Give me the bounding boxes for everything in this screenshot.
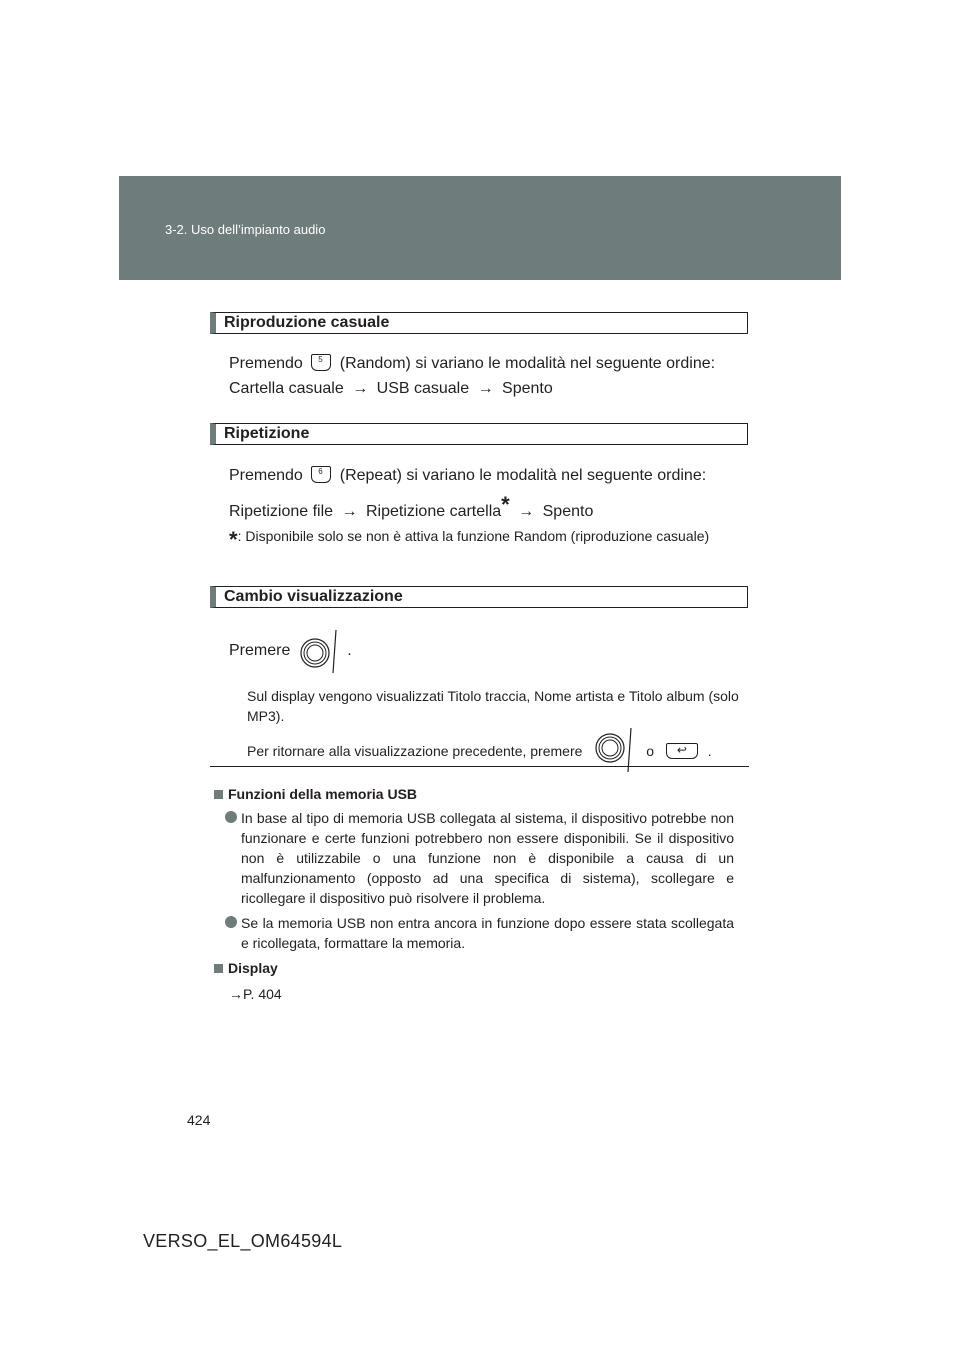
arrow-icon: → [341,503,358,520]
display-change-section-title: Cambio visualizzazione [210,586,748,608]
random-mode-text: (Random) si variano le modalità nel seguente ordine: [339,355,716,372]
return-instruction: Per ritornare alla visualizzazione precedente, premere [247,743,583,759]
square-bullet-icon [214,964,223,973]
footnote-marker: * [229,527,238,552]
arrow-icon: → [229,986,243,1002]
return-icon: ↩ [666,743,698,759]
page-reference-link[interactable]: P. 404 [243,986,282,1002]
bullet-icon [225,916,237,928]
repeat-section-title: Ripetizione [210,423,748,445]
display-reference [229,986,282,1002]
display-title: Display [228,960,278,976]
random-button-icon: 5 [311,354,331,371]
random-press-label: Premendo [229,355,303,372]
square-bullet-icon [214,790,223,799]
usb-title: Funzioni della memoria USB [228,786,418,802]
repeat-seq-2: Ripetizione cartella [365,503,502,520]
document-code: VERSO_EL_OM64594L [143,1231,343,1251]
random-seq-1: Cartella casuale [229,380,344,397]
press-period: . [347,642,352,659]
random-section-title: Riproduzione casuale [210,312,748,334]
repeat-press-label: Premendo [229,467,303,484]
return-period: . [707,743,712,759]
random-sequence [229,380,553,398]
tune-knob-icon [295,628,343,674]
repeat-instruction [229,466,706,485]
tune-knob-icon [590,728,638,774]
usb-heading [214,786,417,802]
or-label: o [646,743,654,759]
arrow-icon: → [518,503,535,520]
display-change-note-1: Sul display vengono visualizzati Titolo traccia, Nome artista e Titolo album (solo MP3). [247,688,739,724]
random-seq-2: USB casuale [376,380,470,397]
usb-bullet-1: In base al tipo di memoria USB collegata al sistema, il dispositivo potrebbe non funzionare e certe funzioni potrebbero non essere disponibili. Se il dispositivo non è utilizzabile o una funzione non è disponibile a causa di un malfunzionamento (opposto ad una specifica di sistema), scollegare e ricollegare il dispositivo può risolvere il problema. [241,810,734,906]
page-number: 424 [187,1112,211,1128]
usb-bullet-2: Se la memoria USB non entra ancora in funzione dopo essere stata scollegata e ricollegata, formattare la memoria. [241,915,734,951]
press-label: Premere [229,642,291,659]
random-seq-3: Spento [502,380,553,397]
arrow-icon: → [477,380,494,397]
random-instruction [229,354,715,373]
display-change-note-2 [247,728,747,774]
display-change-instruction [229,628,352,674]
footnote-text: : Disponibile solo se non è attiva la funzione Random (riproduzione casuale) [237,528,710,544]
arrow-icon: → [352,380,369,397]
divider [210,766,749,767]
list-item [225,913,734,953]
list-item [225,808,734,908]
repeat-button-icon: 6 [311,466,331,483]
section-label: 3-2. Uso dell’impianto audio [165,222,326,237]
repeat-sequence [229,492,593,521]
bullet-icon [225,811,237,823]
repeat-footnote [229,526,745,550]
repeat-seq-1: Ripetizione file [229,503,334,520]
display-heading [214,960,278,976]
footnote-star: * [501,492,510,517]
repeat-seq-3: Spento [542,503,594,520]
repeat-mode-text: (Repeat) si variano le modalità nel seguente ordine: [339,467,707,484]
